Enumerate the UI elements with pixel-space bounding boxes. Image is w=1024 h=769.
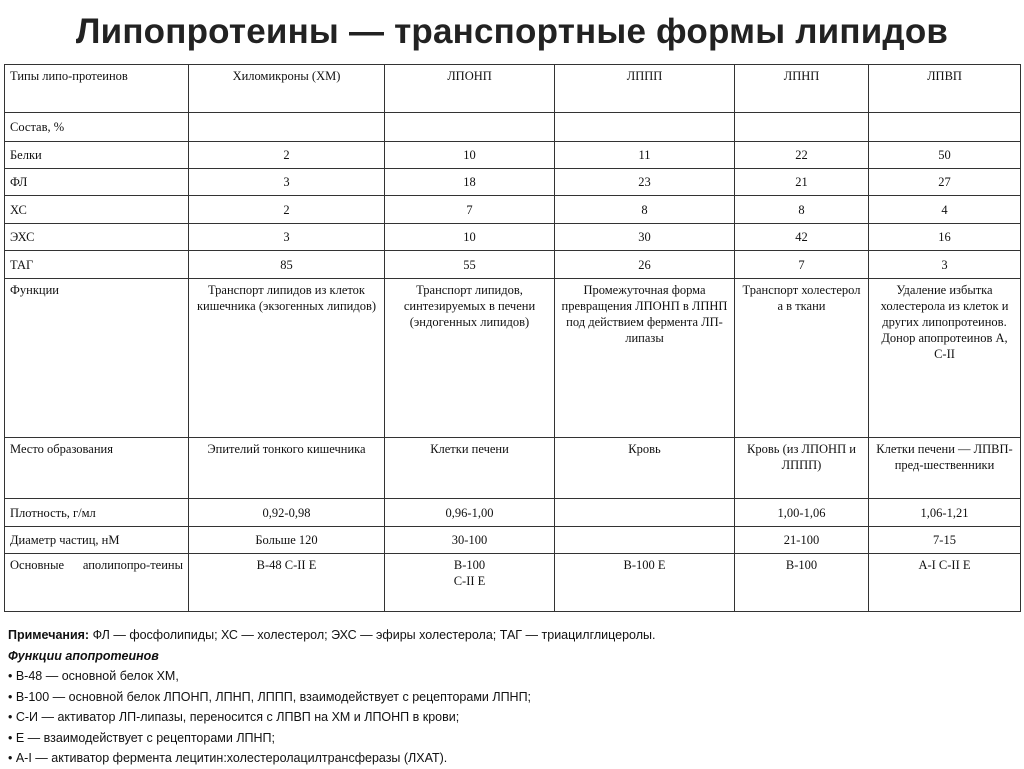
table-cell: Клетки печени — ЛПВП-пред-шественники <box>869 438 1021 499</box>
table-cell: 3 <box>189 224 385 251</box>
row-label: Диаметр частиц, нМ <box>5 527 189 554</box>
header-cell: Хиломикроны (ХМ) <box>189 65 385 113</box>
list-item: • С-И — активатор ЛП-липазы, переносится с ЛПВП на ХМ и ЛПОНП в крови; <box>8 710 460 724</box>
table-row <box>5 279 1021 438</box>
table-cell: А-I С-II Е <box>869 554 1021 612</box>
table-cell: В-100 <box>735 554 869 612</box>
table-cell <box>555 527 735 554</box>
list-item: • В-100 — основной белок ЛПОНП, ЛПНП, ЛППП, взаимодействует с рецепторами ЛПНП; <box>8 689 532 704</box>
header-cell: Типы липо-протеинов <box>5 65 189 113</box>
table-cell: 11 <box>555 142 735 169</box>
row-label: Основные аполипопро-теины <box>5 554 189 612</box>
table-cell: 30-100 <box>385 527 555 554</box>
table-cell: 8 <box>555 196 735 224</box>
list-item: • А-I — активатор фермента лецитин:холестеролацилтрансферазы (ЛХАТ). <box>8 751 448 765</box>
notes-subtitle: Функции апопротеинов <box>8 648 159 663</box>
row-label: Плотность, г/мл <box>5 499 189 527</box>
row-label: ФЛ <box>5 169 189 196</box>
table-cell: 21-100 <box>735 527 869 554</box>
table-cell: 42 <box>735 224 869 251</box>
table-cell: В-100 С-II Е <box>385 554 555 612</box>
header-cell: ЛПНП <box>735 65 869 113</box>
table-row <box>5 169 1021 196</box>
table-cell: 85 <box>189 251 385 279</box>
table-cell: Промежуточная форма превращения ЛПОНП в ЛПНП под действием фермента ЛП-липазы <box>555 279 735 438</box>
row-label: Функции <box>5 279 189 438</box>
notes-label: Примечания: <box>8 628 90 642</box>
table-row <box>5 438 1021 499</box>
table-cell: Транспорт липидов, синтезируемых в печени (эндогенных липидов) <box>385 279 555 438</box>
header-cell: ЛППП <box>555 65 735 113</box>
table-cell: 1,00-1,06 <box>735 499 869 527</box>
table-cell: 30 <box>555 224 735 251</box>
table-cell: 8 <box>735 196 869 224</box>
table-cell: В-100 Е <box>555 554 735 612</box>
header-cell: ЛПВП <box>869 65 1021 113</box>
list-item: • В-48 — основной белок ХМ, <box>8 669 179 683</box>
table-cell: 1,06-1,21 <box>869 499 1021 527</box>
table-cell: 26 <box>555 251 735 279</box>
lipoprotein-table <box>4 64 1021 612</box>
table-row <box>5 196 1021 224</box>
notes-line <box>8 625 1018 646</box>
table-row <box>5 142 1021 169</box>
table-cell: 22 <box>735 142 869 169</box>
row-label: Белки <box>5 142 189 169</box>
table-row <box>5 527 1021 554</box>
table-cell <box>555 499 735 527</box>
table-cell: Кровь (из ЛПОНП и ЛППП) <box>735 438 869 499</box>
table-row <box>5 499 1021 527</box>
table-cell: Клетки печени <box>385 438 555 499</box>
table-cell: 0,92-0,98 <box>189 499 385 527</box>
table-cell: 27 <box>869 169 1021 196</box>
table-cell: Удаление избытка холестерола из клеток и других липопротеинов. Донор апопротеинов А, С-II <box>869 279 1021 438</box>
row-label: Состав, % <box>5 113 189 142</box>
table-cell: 3 <box>189 169 385 196</box>
table-cell: 10 <box>385 142 555 169</box>
table-cell: Кровь <box>555 438 735 499</box>
row-label: ХС <box>5 196 189 224</box>
table-cell: 18 <box>385 169 555 196</box>
page-title: Липопротеины — транспортные формы липидов <box>75 12 949 51</box>
table-row <box>5 251 1021 279</box>
list-item: • Е — взаимодействует с рецепторами ЛПНП; <box>8 730 276 745</box>
table-cell: 23 <box>555 169 735 196</box>
table-cell: В-48 С-II Е <box>189 554 385 612</box>
table-cell: 2 <box>189 142 385 169</box>
table-cell: 16 <box>869 224 1021 251</box>
table-cell: Эпителий тонкого кишечника <box>189 438 385 499</box>
table-cell: 21 <box>735 169 869 196</box>
table-cell: 7 <box>385 196 555 224</box>
table-row <box>5 554 1021 612</box>
table-cell: Транспорт липидов из клеток кишечника (экзогенных липидов) <box>189 279 385 438</box>
table-cell: 55 <box>385 251 555 279</box>
table-cell: 3 <box>869 251 1021 279</box>
table-cell: 2 <box>189 196 385 224</box>
row-label: ТАГ <box>5 251 189 279</box>
table-cell: 7 <box>735 251 869 279</box>
row-label: Место образования <box>5 438 189 499</box>
row-label: ЭХС <box>5 224 189 251</box>
table-row <box>5 224 1021 251</box>
table-row <box>5 113 1021 142</box>
table-cell: 10 <box>385 224 555 251</box>
notes <box>8 625 1018 769</box>
notes-text: ФЛ — фосфолипиды; ХС — холестерол; ЭХС — эфиры холестерола; ТАГ — триацилглицеролы. <box>92 628 656 642</box>
table-cell: Больше 120 <box>189 527 385 554</box>
table-header-row <box>5 65 1021 113</box>
table-cell: 50 <box>869 142 1021 169</box>
header-cell: ЛПОНП <box>385 65 555 113</box>
table-cell: 0,96-1,00 <box>385 499 555 527</box>
table-cell: 7-15 <box>869 527 1021 554</box>
table-cell: 4 <box>869 196 1021 224</box>
table-cell: Транспорт холестерол а в ткани <box>735 279 869 438</box>
